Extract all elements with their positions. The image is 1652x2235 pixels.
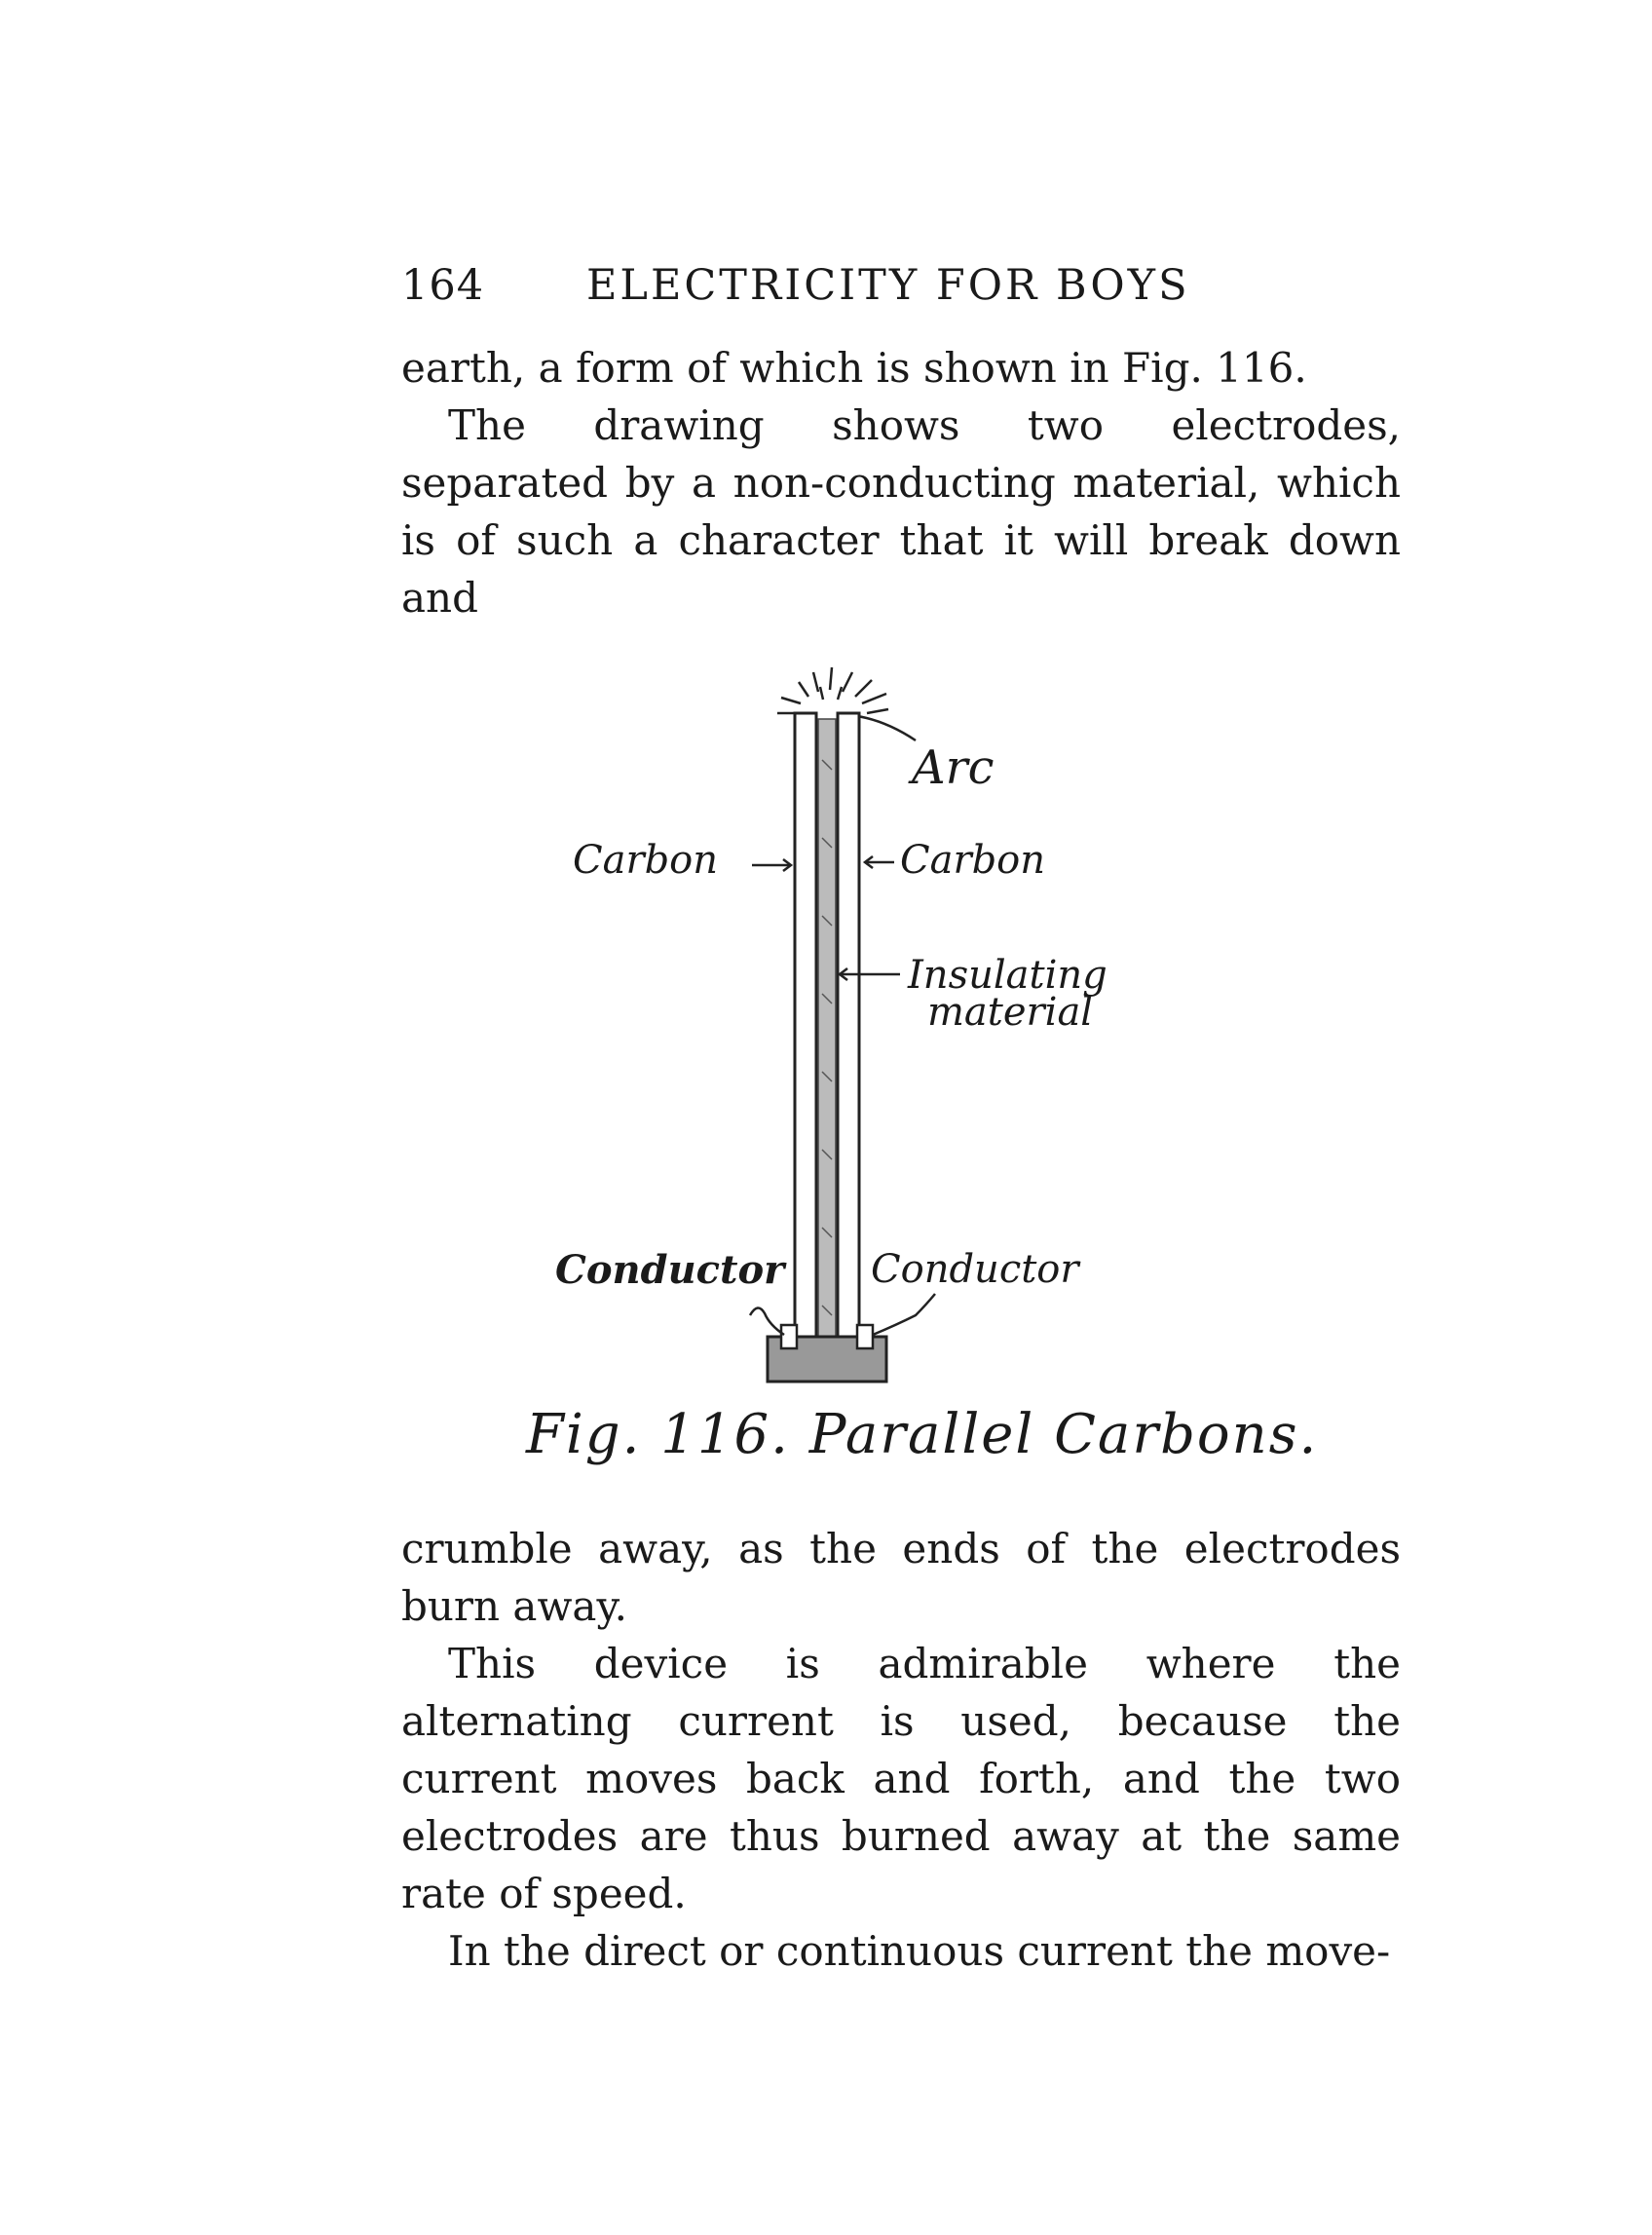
- page-header: [401, 261, 1414, 320]
- arc-sparks-icon: [777, 667, 888, 713]
- label-insulating: Insulating: [908, 953, 1108, 998]
- insulating-material: [818, 719, 836, 1346]
- carbon-rod-left: [795, 713, 816, 1346]
- paragraph: In the direct or continuous current the move-: [448, 1927, 1391, 1975]
- label-conductor-left: Conductor: [555, 1247, 785, 1293]
- label-carbon-left: Carbon: [573, 838, 719, 883]
- label-conductor-right: Conductor: [871, 1247, 1079, 1292]
- label-arc: Arc: [912, 740, 995, 795]
- paragraph: This device is admirable where the alternating current is used, because the current moves back and forth, and the two electrodes are thus burned away at the same rate of speed.: [401, 1640, 1401, 1917]
- paragraph: The drawing shows two electrodes, separated by a non-conducting material, which is of such a character that it will break down and: [401, 401, 1401, 622]
- paragraph: crumble away, as the ends of the electrodes burn away.: [401, 1525, 1401, 1630]
- page-number: 164: [401, 261, 485, 310]
- running-title: ELECTRICITY FOR BOYS: [586, 261, 1190, 310]
- parallel-carbons-drawing: [526, 643, 1266, 1491]
- carbon-rod-right: [838, 713, 859, 1346]
- text-block-top: [401, 339, 1401, 626]
- paragraph: earth, a form of which is shown in Fig. 116.: [401, 344, 1307, 392]
- figure-parallel-carbons: [526, 643, 1266, 1491]
- figure-caption: Fig. 116. Parallel Carbons.: [526, 1403, 1319, 1466]
- text-block-bottom: [401, 1520, 1401, 1980]
- label-material: material: [927, 990, 1094, 1035]
- label-carbon-right: Carbon: [900, 838, 1046, 883]
